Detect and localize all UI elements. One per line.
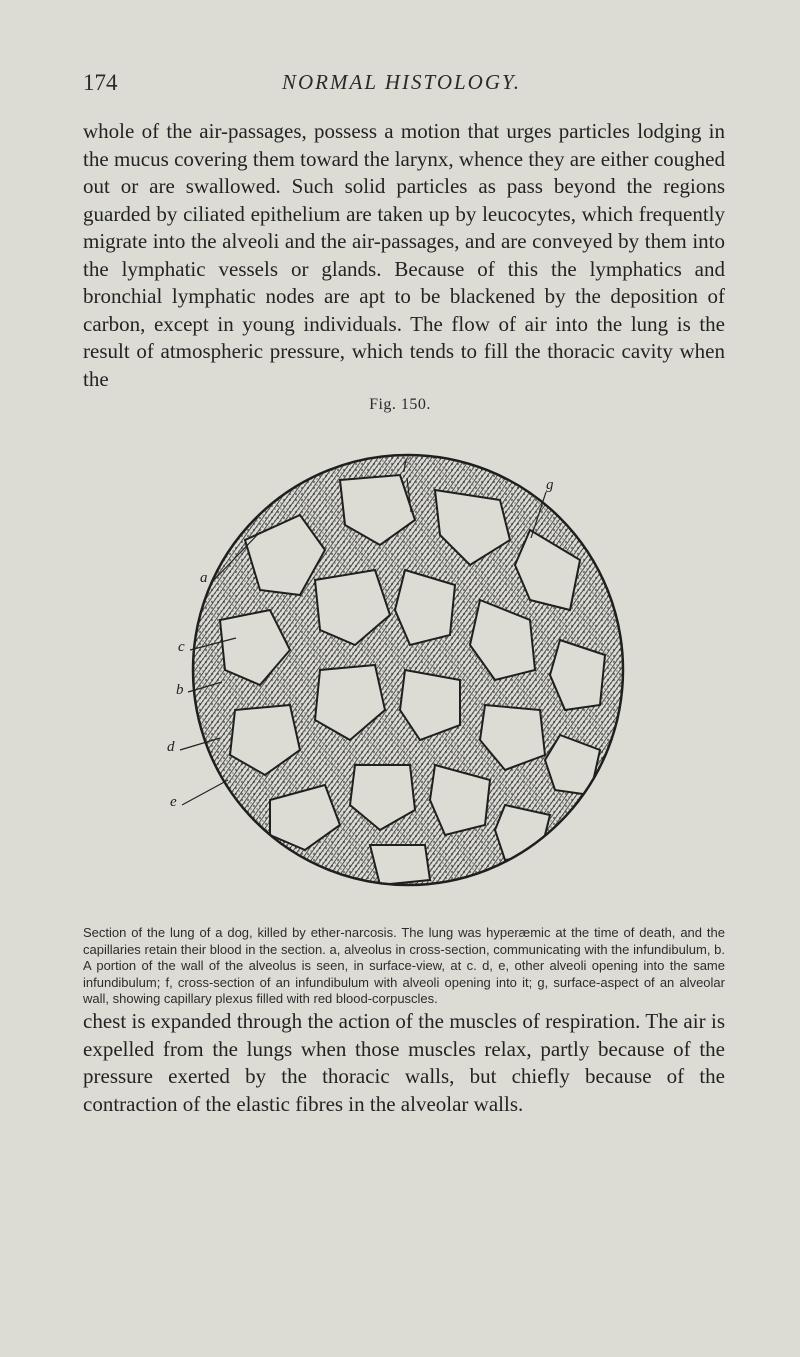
figure-letter-d: d [167, 739, 175, 755]
figure-letter-c: c [178, 639, 185, 655]
figure-letter-b: b [176, 682, 184, 698]
figure-label: Fig. 150. [369, 396, 431, 413]
figure-caption: Section of the lung of a dog, killed by ether-narcosis. The lung was hyperæmic at the time of death, and the capillaries retain their blood in the section. a, alveolus in cross-section, communicating with the infundibulum, b. A portion of the wall of the alveolus is seen, in surface-view, at c. d, e, other alveoli opening into the same infundibulum; f, cross-section of an infundibulum with alveoli opening into it; g, surface-aspect of an alveolar wall, showing capillary plexus filled with red blood-corpuscles. [83, 925, 725, 1006]
body-paragraph-top: whole of the air-passages, possess a motion that urges particles lodging in the mucus covering them toward the larynx, whence they are either coughed out or are swallowed. Such solid particles as pass beyond the regions guarded by ciliated epithelium are taken up by leucocytes, which frequently migrate into the alveoli and the air-passages, and are conveyed by them into the lymphatic vessels or glands. Because of this the lymphatics and bronchial lymphatic nodes are apt to be blackened by the deposition of carbon, except in young individuals. The flow of air into the lung is the result of atmospheric pressure, which tends to fill the thoracic cavity when the [83, 119, 725, 391]
figure-letter-f: f [403, 457, 408, 473]
running-title: NORMAL HISTOLOGY. [282, 70, 522, 94]
body-paragraph-bottom: chest is expanded through the action of the muscles of respiration. The air is expelled from the lungs when those muscles relax, partly because of the pressure exerted by the thoracic walls, but chiefly because of the contraction of the elastic fibres in the alveolar walls. [83, 1009, 725, 1116]
figure-letter-a: a [200, 570, 208, 586]
lung-section-engraving [150, 420, 670, 920]
figure-illustration [150, 420, 670, 920]
figure-letter-e: e [170, 794, 177, 810]
figure-letter-g: g [546, 477, 554, 493]
tissue-field [190, 450, 630, 890]
page-number: 174 [83, 70, 118, 95]
